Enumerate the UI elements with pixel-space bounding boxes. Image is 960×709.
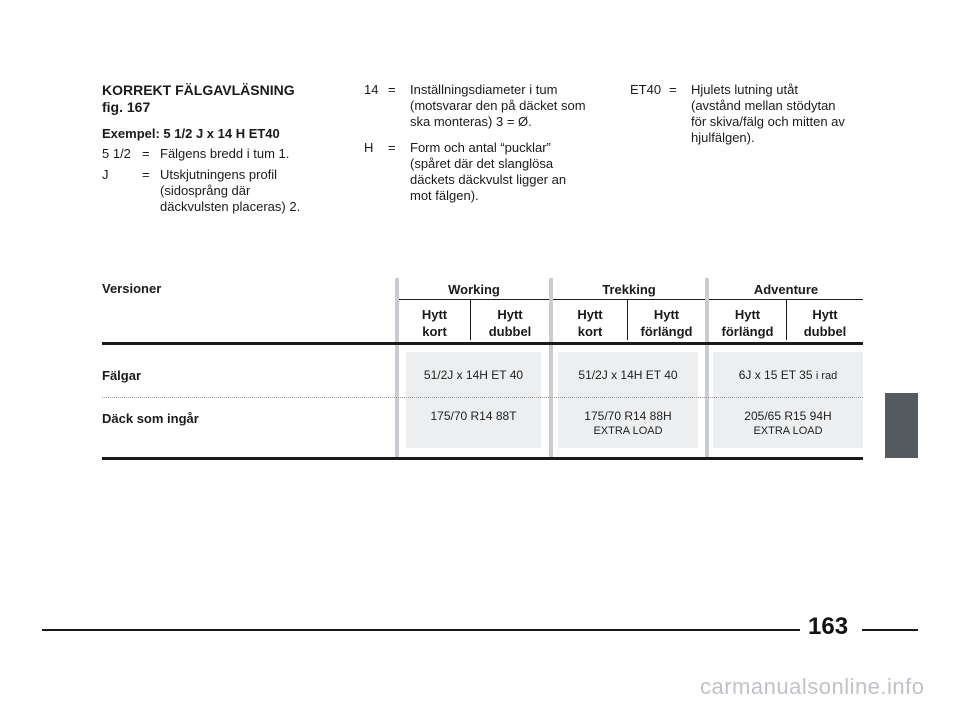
header-rule — [102, 342, 863, 345]
sub-header-line: Hytt — [577, 307, 603, 322]
tyre-value: 175/70 R14 88H — [584, 409, 672, 423]
definition-key: 5 1/2 — [102, 146, 131, 161]
group-header-working: Working — [448, 282, 500, 297]
definition-equals: = — [388, 82, 396, 97]
definition-text: hjulfälgen). — [691, 130, 755, 145]
tyre-value-working — [406, 409, 541, 424]
rim-value-adventure — [713, 368, 863, 384]
definition-text: Utskjutningens profil — [160, 167, 278, 182]
cell-background-working — [406, 352, 541, 448]
rim-value: 6J x 15 ET 35 — [738, 368, 813, 382]
definition-text: ska monteras) 3 = Ø. — [410, 114, 532, 129]
definition-text: Inställningsdiameter i tum — [410, 82, 558, 97]
definition-key: H — [364, 140, 374, 155]
definition-equals: = — [388, 140, 396, 155]
tyre-value-adventure — [713, 409, 863, 439]
column-divider — [395, 278, 399, 458]
rim-value-trekking — [558, 368, 698, 383]
table-bottom-rule — [102, 457, 863, 460]
definition-diameter — [364, 82, 604, 134]
watermark-text: carmanualsonline.info — [700, 674, 925, 699]
group-underline — [553, 299, 705, 300]
tyre-note: EXTRA LOAD — [593, 425, 663, 437]
column-divider — [549, 278, 553, 458]
rim-value-suffix: i rad — [815, 370, 838, 382]
footer-rule-left — [42, 629, 800, 631]
section-title: KORREKT FÄLGAVLÄSNING — [102, 82, 295, 98]
sub-header-line: Hytt — [497, 307, 523, 322]
definition-text: mot fälgen). — [410, 188, 479, 203]
sub-header — [787, 306, 863, 340]
group-header-adventure: Adventure — [753, 282, 819, 297]
definition-profile — [102, 167, 332, 219]
definition-text: Hjulets lutning utåt — [691, 82, 798, 97]
sub-header — [399, 306, 470, 340]
row-label-rims: Fälgar — [102, 368, 142, 383]
sub-header-line: Hytt — [653, 307, 680, 322]
definition-key: 14 — [364, 82, 379, 97]
tyre-value: 205/65 R15 94H — [744, 409, 832, 423]
definition-text: för skiva/fälg och mitten av — [691, 114, 845, 129]
sub-header-line: Hytt — [421, 307, 448, 322]
rim-value: 51/2J x 14H ET 40 — [578, 368, 678, 382]
definition-text: Form och antal “pucklar” — [410, 140, 551, 155]
definition-equals: = — [142, 146, 150, 161]
footer-rule-right — [862, 629, 918, 631]
sub-header — [628, 306, 705, 340]
sub-header — [553, 306, 627, 340]
example-line: Exempel: 5 1/2 J x 14 H ET40 — [102, 126, 280, 141]
definition-text: (spåret där det slanglösa — [410, 156, 554, 171]
definition-key: ET40 — [630, 82, 662, 97]
group-underline — [399, 299, 549, 300]
tyre-value-trekking — [558, 409, 698, 439]
definition-text: Fälgens bredd i tum 1. — [160, 146, 290, 161]
definition-equals: = — [142, 167, 150, 182]
definition-text: (motsvarar den på däcket som — [410, 98, 586, 113]
definition-offset — [630, 82, 870, 150]
definition-text: (sidosprång där — [160, 183, 251, 198]
page-number: 163 — [808, 613, 849, 640]
definition-width — [102, 146, 332, 166]
sub-header-line: kort — [577, 324, 603, 339]
sub-header-line: Hytt — [734, 307, 761, 322]
figure-reference: fig. 167 — [102, 99, 151, 115]
sub-header-line: förlängd — [640, 324, 693, 339]
definition-key: J — [102, 167, 109, 182]
definition-text: däckvulsten placeras) 2. — [160, 199, 301, 214]
tyre-note: EXTRA LOAD — [753, 425, 823, 437]
sub-header-line: kort — [422, 324, 447, 339]
sub-header-line: förlängd — [721, 324, 774, 339]
definition-equals: = — [669, 82, 677, 97]
row-separator — [102, 397, 863, 398]
rim-value-working — [406, 368, 541, 383]
sub-header — [471, 306, 549, 340]
sub-header-line: dubbel — [488, 324, 532, 339]
table-row-header: Versioner — [102, 281, 162, 296]
sub-header-line: Hytt — [812, 307, 838, 322]
rim-value: 51/2J x 14H ET 40 — [423, 368, 524, 382]
tyre-value: 175/70 R14 88T — [430, 409, 517, 423]
definition-humps — [364, 140, 604, 208]
definition-text: däckets däckvulst ligger an — [410, 172, 567, 187]
sub-header — [709, 306, 786, 340]
row-label-tyres: Däck som ingår — [102, 411, 199, 426]
definition-text: (avstånd mellan stödytan — [691, 98, 836, 113]
sub-header-line: dubbel — [803, 324, 847, 339]
section-tab-marker — [885, 393, 918, 458]
group-header-trekking: Trekking — [602, 282, 656, 297]
column-divider — [705, 278, 709, 458]
